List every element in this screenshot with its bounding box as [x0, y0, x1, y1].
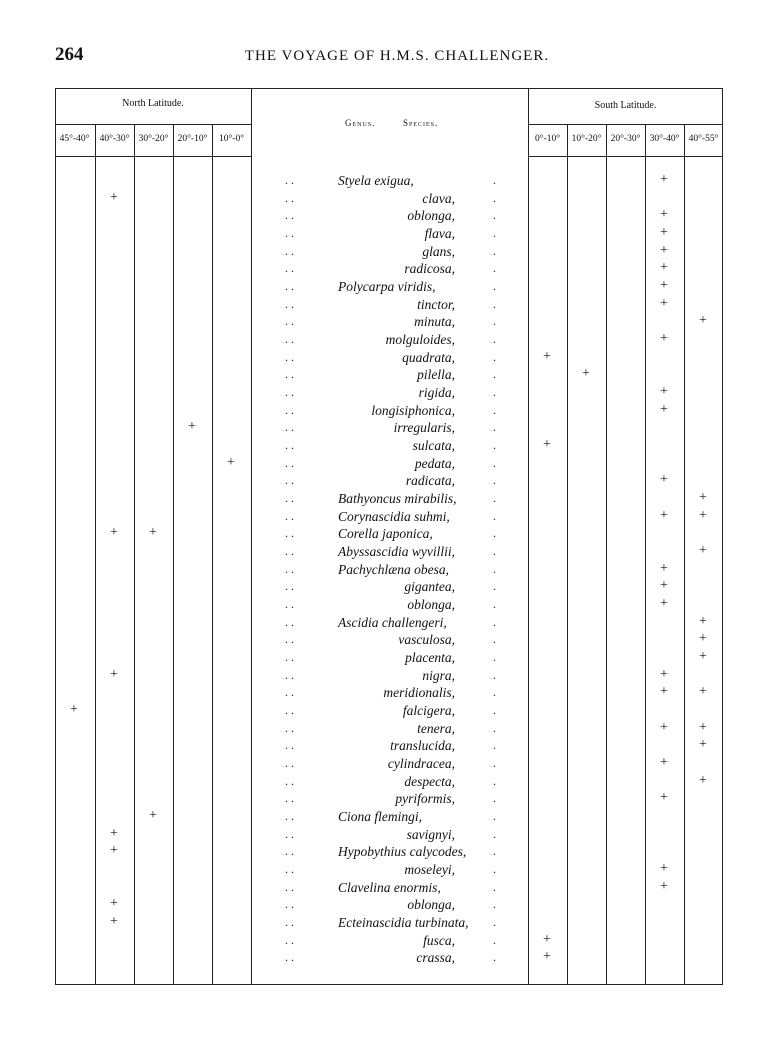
- north-col-header: 45°-40°: [59, 134, 90, 144]
- presence-mark-s30-40: +: [660, 278, 668, 294]
- presence-mark-s40-55: +: [699, 772, 707, 788]
- species-label: Species.: [403, 118, 439, 128]
- leader-dots: . .: [285, 597, 294, 612]
- species-name: oblonga,: [407, 597, 455, 613]
- leader-dots: . .: [285, 791, 294, 806]
- south-divider-rule: [528, 88, 529, 985]
- presence-mark-s30-40: +: [660, 507, 668, 523]
- genus-species-name: Corella japonica,: [338, 526, 433, 542]
- presence-mark-s40-55: +: [699, 684, 707, 700]
- species-header: [403, 118, 438, 128]
- species-name: gigantea,: [404, 579, 455, 595]
- genus-species-name: Ecteinascidia turbinata,: [338, 915, 469, 931]
- page-number: 264: [55, 44, 84, 65]
- presence-mark-n40-30: +: [110, 914, 118, 930]
- leader-dots: . .: [285, 526, 294, 541]
- leader-dots: . .: [285, 314, 294, 329]
- leader-dots: . .: [285, 897, 294, 912]
- presence-mark-n20-10: +: [188, 419, 196, 435]
- presence-mark-s30-40: +: [660, 719, 668, 735]
- north-col-header: 10°-0°: [218, 134, 244, 144]
- leader-dots: . .: [285, 349, 294, 364]
- leader-dots: . .: [285, 544, 294, 559]
- presence-mark-s30-40: +: [660, 578, 668, 594]
- trailing-dot: .: [493, 279, 496, 294]
- genus-species-name: Pachychlæna obesa,: [338, 561, 449, 577]
- presence-mark-n45-40: +: [70, 702, 78, 718]
- south-col-rule: [567, 124, 568, 985]
- leader-dots: . .: [285, 809, 294, 824]
- presence-mark-n30-20: +: [149, 525, 157, 541]
- presence-mark-s40-55: +: [699, 631, 707, 647]
- leader-dots: . .: [285, 862, 294, 877]
- presence-mark-n40-30: +: [110, 525, 118, 541]
- leader-dots: . .: [285, 703, 294, 718]
- species-name: glans,: [422, 243, 455, 259]
- species-name: falcigera,: [402, 703, 455, 719]
- leader-dots: . .: [285, 632, 294, 647]
- presence-mark-s0-10: +: [543, 949, 551, 965]
- genus-species-name: Styela exigua,: [338, 173, 414, 188]
- presence-mark-s30-40: +: [660, 331, 668, 347]
- presence-mark-s40-55: +: [699, 490, 707, 506]
- species-name: tinctor,: [417, 296, 455, 312]
- trailing-dot: .: [493, 897, 496, 912]
- leader-dots: . .: [285, 950, 294, 965]
- leader-dots: . .: [285, 332, 294, 347]
- leader-dots: . .: [285, 420, 294, 435]
- species-name: cylindracea,: [387, 756, 455, 772]
- trailing-dot: .: [493, 243, 496, 258]
- presence-mark-s40-55: +: [699, 737, 707, 753]
- trailing-dot: .: [493, 173, 496, 187]
- species-name: crassa,: [416, 950, 455, 966]
- leader-dots: . .: [285, 173, 294, 187]
- trailing-dot: .: [493, 685, 496, 700]
- presence-mark-s40-55: +: [699, 543, 707, 559]
- trailing-dot: .: [493, 420, 496, 435]
- leader-dots: . .: [285, 491, 294, 506]
- north-latitude-label: North Latitude.: [122, 98, 184, 109]
- species-name: placenta,: [405, 650, 455, 666]
- presence-mark-s30-40: +: [660, 666, 668, 682]
- presence-mark-s30-40: +: [660, 207, 668, 223]
- presence-mark-n40-30: +: [110, 825, 118, 841]
- south-col-header: 30°-40°: [649, 134, 680, 144]
- trailing-dot: .: [493, 826, 496, 841]
- trailing-dot: .: [493, 756, 496, 771]
- species-name: rigida,: [418, 385, 455, 401]
- species-name: tenera,: [417, 720, 455, 736]
- trailing-dot: .: [493, 438, 496, 453]
- presence-mark-s10-20: +: [582, 366, 590, 382]
- presence-mark-s40-55: +: [699, 313, 707, 329]
- leader-dots: . .: [285, 226, 294, 240]
- trailing-dot: .: [493, 367, 496, 382]
- species-name: pyriformis,: [395, 791, 455, 807]
- south-latitude-label: South Latitude.: [594, 100, 657, 111]
- trailing-dot: .: [493, 526, 496, 541]
- trailing-dot: .: [493, 791, 496, 806]
- presence-mark-s40-55: +: [699, 507, 707, 523]
- leader-dots: . .: [285, 208, 294, 223]
- trailing-dot: .: [493, 632, 496, 647]
- presence-mark-s30-40: +: [660, 401, 668, 417]
- leader-dots: . .: [285, 385, 294, 400]
- south-col-rule: [606, 124, 607, 985]
- leader-dots: . .: [285, 720, 294, 735]
- north-col-rule: [173, 124, 174, 985]
- leader-dots: . .: [285, 367, 294, 382]
- species-name: oblonga,: [407, 897, 455, 913]
- trailing-dot: .: [493, 597, 496, 612]
- trailing-dot: .: [493, 402, 496, 417]
- trailing-dot: .: [493, 561, 496, 576]
- presence-mark-s30-40: +: [660, 295, 668, 311]
- species-name: molguloides,: [385, 332, 455, 348]
- table-bottom-rule: [55, 984, 723, 985]
- trailing-dot: .: [493, 455, 496, 470]
- trailing-dot: .: [493, 544, 496, 559]
- species-name: irregularis,: [393, 420, 455, 436]
- north-divider-rule: [251, 88, 252, 985]
- trailing-dot: .: [493, 385, 496, 400]
- trailing-dot: .: [493, 261, 496, 276]
- leader-dots: . .: [285, 915, 294, 930]
- table-left-rule: [55, 88, 56, 985]
- north-header-bottom-rule: [55, 156, 251, 157]
- south-col-header: 20°-30°: [610, 134, 641, 144]
- leader-dots: . .: [285, 402, 294, 417]
- leader-dots: . .: [285, 650, 294, 665]
- species-name: savignyi,: [406, 826, 455, 842]
- trailing-dot: .: [493, 773, 496, 788]
- leader-dots: . .: [285, 738, 294, 753]
- presence-mark-s40-55: +: [699, 613, 707, 629]
- species-name: meridionalis,: [383, 685, 455, 701]
- leader-dots: . .: [285, 508, 294, 523]
- leader-dots: . .: [285, 756, 294, 771]
- presence-mark-n10-0: +: [227, 454, 235, 470]
- trailing-dot: .: [493, 473, 496, 488]
- trailing-dot: .: [493, 915, 496, 930]
- genus-species-name: Clavelina enormis,: [338, 879, 441, 895]
- south-header-bottom-rule: [528, 156, 723, 157]
- trailing-dot: .: [493, 491, 496, 506]
- genus-species-name: Hypobythius calycodes,: [338, 844, 467, 860]
- presence-mark-s40-55: +: [699, 649, 707, 665]
- trailing-dot: .: [493, 332, 496, 347]
- presence-mark-s30-40: +: [660, 242, 668, 258]
- leader-dots: . .: [285, 879, 294, 894]
- south-col-header: 40°-55°: [688, 134, 719, 144]
- leader-dots: . .: [285, 614, 294, 629]
- south-col-header: 0°-10°: [534, 134, 560, 144]
- leader-dots: . .: [285, 296, 294, 311]
- leader-dots: . .: [285, 261, 294, 276]
- distribution-table: [55, 88, 723, 985]
- species-name: minuta,: [414, 314, 455, 330]
- north-col-header: 40°-30°: [99, 134, 130, 144]
- presence-mark-n40-30: +: [110, 843, 118, 859]
- species-name: moseleyi,: [404, 862, 455, 878]
- north-col-header: 30°-20°: [138, 134, 169, 144]
- genus-species-name: Ascidia challengeri,: [338, 614, 447, 630]
- south-col-header: 10°-20°: [571, 134, 602, 144]
- presence-mark-n40-30: +: [110, 896, 118, 912]
- north-col-header: 20°-10°: [177, 134, 208, 144]
- presence-mark-s30-40: +: [660, 596, 668, 612]
- genus-species-name: Polycarpa viridis,: [338, 279, 436, 295]
- leader-dots: . .: [285, 279, 294, 294]
- presence-mark-s30-40: +: [660, 790, 668, 806]
- presence-mark-s0-10: +: [543, 348, 551, 364]
- table-right-rule: [722, 88, 723, 985]
- leader-dots: . .: [285, 438, 294, 453]
- trailing-dot: .: [493, 879, 496, 894]
- species-name: vasculosa,: [398, 632, 455, 648]
- presence-mark-s30-40: +: [660, 560, 668, 576]
- trailing-dot: .: [493, 720, 496, 735]
- trailing-dot: .: [493, 650, 496, 665]
- species-name: nigra,: [422, 667, 455, 683]
- species-name: clava,: [422, 190, 455, 206]
- leader-dots: . .: [285, 561, 294, 576]
- trailing-dot: .: [493, 614, 496, 629]
- trailing-dot: .: [493, 844, 496, 859]
- presence-mark-s30-40: +: [660, 684, 668, 700]
- species-name: flava,: [424, 226, 455, 241]
- presence-mark-s0-10: +: [543, 931, 551, 947]
- trailing-dot: .: [493, 208, 496, 223]
- trailing-dot: .: [493, 226, 496, 240]
- species-name: radicata,: [405, 473, 455, 489]
- leader-dots: . .: [285, 190, 294, 205]
- presence-mark-s30-40: +: [660, 878, 668, 894]
- species-name: sulcata,: [412, 438, 455, 454]
- trailing-dot: .: [493, 738, 496, 753]
- genus-header: [345, 118, 375, 128]
- species-name: fusca,: [423, 932, 455, 948]
- presence-mark-n40-30: +: [110, 666, 118, 682]
- trailing-dot: .: [493, 862, 496, 877]
- presence-mark-s30-40: +: [660, 172, 668, 187]
- trailing-dot: .: [493, 950, 496, 965]
- presence-mark-s30-40: +: [660, 472, 668, 488]
- species-name: pilella,: [417, 367, 455, 383]
- presence-mark-s0-10: +: [543, 437, 551, 453]
- presence-mark-s30-40: +: [660, 861, 668, 877]
- trailing-dot: .: [493, 190, 496, 205]
- presence-mark-n40-30: +: [110, 189, 118, 205]
- species-name: pedata,: [414, 455, 455, 471]
- presence-mark-s30-40: +: [660, 260, 668, 276]
- trailing-dot: .: [493, 349, 496, 364]
- leader-dots: . .: [285, 932, 294, 947]
- genus-species-name: Corynascidia suhmi,: [338, 508, 450, 524]
- leader-dots: . .: [285, 826, 294, 841]
- species-name: despecta,: [404, 773, 455, 789]
- genus-species-name: Bathyoncus mirabilis,: [338, 491, 457, 507]
- genus-label: Genus.: [345, 118, 376, 128]
- leader-dots: . .: [285, 473, 294, 488]
- presence-mark-s30-40: +: [660, 755, 668, 771]
- trailing-dot: .: [493, 296, 496, 311]
- leader-dots: . .: [285, 243, 294, 258]
- leader-dots: . .: [285, 579, 294, 594]
- genus-species-name: Abyssascidia wyvillii,: [338, 544, 455, 560]
- north-subheader-rule: [55, 124, 251, 125]
- species-name: translucida,: [390, 738, 455, 754]
- leader-dots: . .: [285, 844, 294, 859]
- table-top-rule: [55, 88, 723, 89]
- north-col-rule: [134, 124, 135, 985]
- leader-dots: . .: [285, 455, 294, 470]
- species-name: longisiphonica,: [371, 402, 455, 418]
- trailing-dot: .: [493, 667, 496, 682]
- trailing-dot: .: [493, 508, 496, 523]
- leader-dots: . .: [285, 685, 294, 700]
- trailing-dot: .: [493, 314, 496, 329]
- presence-mark-n30-20: +: [149, 808, 157, 824]
- page-title: THE VOYAGE OF H.M.S. CHALLENGER.: [244, 48, 550, 64]
- species-name: quadrata,: [402, 349, 455, 365]
- south-subheader-rule: [528, 124, 723, 125]
- species-name: oblonga,: [407, 208, 455, 224]
- presence-mark-s30-40: +: [660, 384, 668, 400]
- presence-mark-s30-40: +: [660, 225, 668, 240]
- trailing-dot: .: [493, 809, 496, 824]
- trailing-dot: .: [493, 579, 496, 594]
- north-col-rule: [212, 124, 213, 985]
- genus-species-name: Ciona flemingi,: [338, 809, 422, 825]
- leader-dots: . .: [285, 773, 294, 788]
- leader-dots: . .: [285, 667, 294, 682]
- species-name: radicosa,: [404, 261, 455, 277]
- presence-mark-s40-55: +: [699, 719, 707, 735]
- trailing-dot: .: [493, 932, 496, 947]
- trailing-dot: .: [493, 703, 496, 718]
